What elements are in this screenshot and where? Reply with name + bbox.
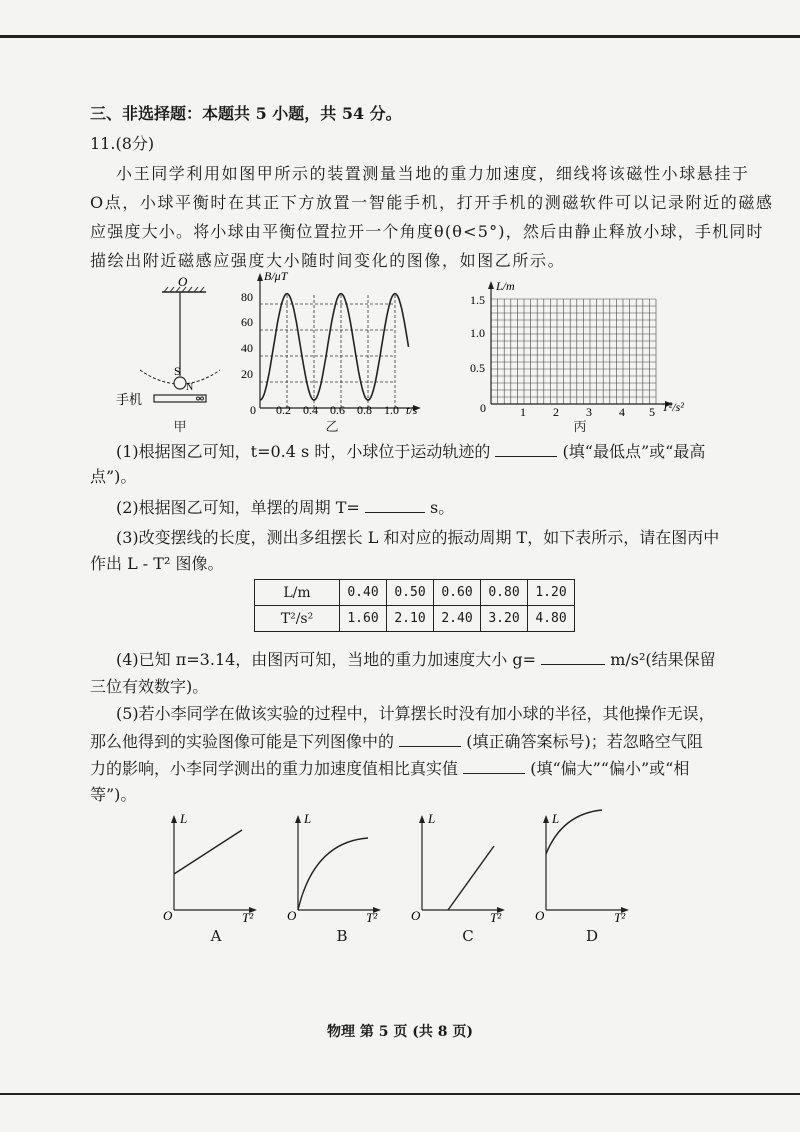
yi-xtick-1.0: 1.0 <box>384 403 399 417</box>
option-b-axis-y: L <box>304 811 312 826</box>
q2-text-b: s。 <box>430 498 455 517</box>
q4-answer-blank[interactable] <box>541 649 605 665</box>
data-table <box>254 579 575 632</box>
phone-label: 手机 <box>116 392 143 407</box>
q5-line-1: (5)若小李同学在做该实验的过程中，计算摆长时没有加小球的半径，其他操作无误， <box>116 704 715 723</box>
table-cell: 4.80 <box>528 606 575 632</box>
q4-line-2: 三位有效数字)。 <box>90 677 209 696</box>
q3-line-2: 作出 L - T² 图像。 <box>90 554 224 573</box>
option-b-origin: O <box>287 908 297 923</box>
q1-line-2: 点”)。 <box>90 467 137 486</box>
yi-y-label: B/μT <box>264 269 288 283</box>
phone-shape <box>154 395 206 402</box>
row-label-l: L/m <box>255 580 340 606</box>
option-b-graph[interactable] <box>284 810 384 925</box>
bottom-border <box>0 1093 800 1095</box>
bing-xtick-4: 4 <box>619 405 625 419</box>
intro-line-2: O点，小球平衡时在其正下方放置一智能手机，打开手机的测磁软件可以记录附近的磁感 <box>90 193 774 212</box>
table-cell: 3.20 <box>481 606 528 632</box>
q5-answer-blank-1[interactable] <box>399 731 461 747</box>
q5-text-c1: 力的影响，小李同学测出的重力加速度值相比真实值 <box>90 759 459 778</box>
option-c-axis-y: L <box>428 811 436 826</box>
bing-xtick-3: 3 <box>586 405 592 419</box>
q5-line-2 <box>90 731 703 753</box>
page-footer: 物理 第 5 页 (共 8 页) <box>327 1024 473 1040</box>
intro-line-1: 小王同学利用如图甲所示的装置测量当地的重力加速度，细线将该磁性小球悬挂于 <box>116 164 750 183</box>
pivot-o-label: O <box>178 274 188 289</box>
bing-ytick-1.5: 1.5 <box>470 293 485 307</box>
table-row <box>255 606 575 632</box>
q5-answer-blank-2[interactable] <box>463 758 525 774</box>
table-cell: 0.60 <box>434 580 481 606</box>
figure-yi <box>236 268 436 428</box>
table-cell: 2.40 <box>434 606 481 632</box>
q1-text-b: (填“最低点”或“最高 <box>562 442 706 461</box>
b-t-curve <box>260 294 409 401</box>
table-cell: 1.60 <box>340 606 387 632</box>
bing-xtick-1: 1 <box>520 405 526 419</box>
yi-xtick-0.6: 0.6 <box>330 403 345 417</box>
table-cell: 1.20 <box>528 580 575 606</box>
yi-ytick-60: 60 <box>241 315 253 329</box>
table-cell: 0.80 <box>481 580 528 606</box>
yi-origin: 0 <box>250 403 256 417</box>
q5-line-4: 等”)。 <box>90 785 137 804</box>
figure-bing <box>456 279 696 419</box>
bing-origin: 0 <box>480 401 486 415</box>
yi-xtick-0.8: 0.8 <box>357 403 372 417</box>
option-b-label[interactable]: B <box>336 927 348 945</box>
bing-ytick-0.5: 0.5 <box>470 361 485 375</box>
q1-line-1 <box>116 441 705 463</box>
bing-ytick-1.0: 1.0 <box>470 326 485 340</box>
option-c-label[interactable]: C <box>462 927 474 945</box>
option-b-axis-x: T² <box>366 910 378 925</box>
bing-xtick-5: 5 <box>649 405 655 419</box>
option-a-axis-x: T² <box>242 910 254 925</box>
yi-xtick-0.2: 0.2 <box>276 403 291 417</box>
yi-ytick-80: 80 <box>241 290 253 304</box>
q5-line-3 <box>90 758 689 780</box>
table-row <box>255 580 575 606</box>
option-c-axis-x: T² <box>490 910 502 925</box>
yi-x-label: t/s <box>406 403 418 417</box>
table-cell: 0.50 <box>387 580 434 606</box>
table-cell: 2.10 <box>387 606 434 632</box>
q4-line-1 <box>116 649 716 671</box>
option-d-label[interactable]: D <box>585 927 599 945</box>
q3-line-1: (3)改变摆线的长度，测出多组摆长 L 和对应的振动周期 T，如下表所示，请在图丙中 <box>116 528 720 547</box>
figure-jia <box>116 274 218 418</box>
q5-text-b2: (填正确答案标号)；若忽略空气阻 <box>466 732 703 751</box>
option-a-graph[interactable] <box>160 810 260 925</box>
bing-y-label: L/m <box>496 279 515 293</box>
yi-ytick-20: 20 <box>241 367 253 381</box>
q4-text-b: m/s²(结果保留 <box>610 650 716 669</box>
intro-line-4: 描绘出附近磁感应强度大小随时间变化的图像，如图乙所示。 <box>90 251 566 270</box>
q5-text-c2: (填“偏大”“偏小”或“相 <box>530 759 690 778</box>
intro-line-3: 应强度大小。将小球由平衡位置拉开一个角度θ(θ<5°)，然后由静止释放小球，手机同时 <box>90 222 764 241</box>
table-cell: 0.40 <box>340 580 387 606</box>
yi-ytick-40: 40 <box>241 341 253 355</box>
option-a-label[interactable]: A <box>210 927 222 945</box>
fig-bing-caption: 丙 <box>573 420 587 435</box>
top-border <box>0 35 800 38</box>
bing-x-label: T²/s² <box>662 400 684 414</box>
option-a-origin: O <box>163 908 173 923</box>
option-c-graph[interactable] <box>408 810 508 925</box>
section-heading: 三、非选择题：本题共 5 小题，共 54 分。 <box>90 104 402 123</box>
bing-xtick-2: 2 <box>553 405 559 419</box>
option-d-axis-x: T² <box>614 910 626 925</box>
q1-text-a: (1)根据图乙可知，t=0.4 s 时，小球位于运动轨迹的 <box>116 442 491 461</box>
q5-text-b1: 那么他得到的实验图像可能是下列图像中的 <box>90 732 395 751</box>
q2-text-a: (2)根据图乙可知，单摆的周期 T= <box>116 498 360 517</box>
yi-xtick-0.4: 0.4 <box>303 403 318 417</box>
option-d-axis-y: L <box>552 811 560 826</box>
fig-jia-caption: 甲 <box>173 420 187 435</box>
question-number: 11.(8分) <box>90 134 155 153</box>
pole-n-label: N <box>186 382 194 393</box>
q1-answer-blank[interactable] <box>495 441 557 457</box>
option-d-origin: O <box>535 908 545 923</box>
row-label-t2: T²/s² <box>255 606 340 632</box>
q2-line <box>116 497 454 519</box>
q2-answer-blank[interactable] <box>365 497 425 513</box>
fig-yi-caption: 乙 <box>325 420 339 435</box>
pole-s-label: S <box>174 364 181 378</box>
option-c-origin: O <box>411 908 421 923</box>
option-a-axis-y: L <box>180 811 188 826</box>
option-d-graph[interactable] <box>532 810 632 925</box>
q4-text-a: (4)已知 π=3.14，由图丙可知，当地的重力加速度大小 g= <box>116 650 537 669</box>
